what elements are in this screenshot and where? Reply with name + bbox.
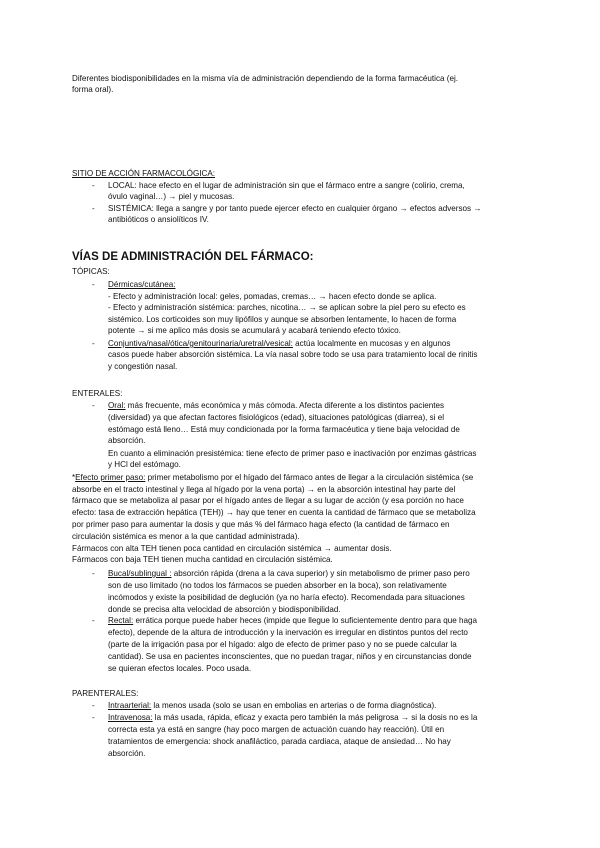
sitio-sistemica-line-2: antibióticos o ansiolíticos IV. — [108, 215, 209, 224]
rectal-label: Rectal: — [108, 616, 134, 625]
sitio-heading: SITIO DE ACCIÓN FARMACOLÓGICA: — [72, 169, 216, 178]
bullet-dash: - — [92, 701, 95, 710]
dermicas-label: Dérmicas/cutánea: — [108, 280, 176, 289]
bucal-line-0 — [108, 569, 470, 580]
bullet-dash: - — [92, 204, 95, 213]
parenterales-label: PARENTERALES: — [72, 689, 139, 698]
efecto-line-2: fármaco que se metaboliza al pasar por el hígado antes de llegar a su lugar de acción (y esa porción no hace — [72, 496, 464, 505]
vias-heading: VÍAS DE ADMINISTRACIÓN DEL FÁRMACO: — [72, 251, 314, 263]
efecto-label: Efecto primer paso: — [75, 473, 146, 482]
bullet-dash: - — [92, 713, 95, 722]
dermicas-line-1: - Efecto y administración local: geles, pomadas, cremas… → hacen efecto donde se aplica. — [108, 292, 437, 301]
intraarterial-label: Intraarterial: — [108, 701, 152, 710]
rectal-line-4: se quieran efectos locales. Poco usada. — [108, 664, 252, 673]
sitio-local-line-2: óvulo vaginal…) → piel y mucosas. — [108, 192, 235, 201]
efecto-line-1: absorbe en el tracto intestinal y llega al hígado por la vena porta) → en la absorción intestinal hay parte del — [72, 485, 456, 494]
intravenosa-line-1: correcta esta ya está en sangre (hay poco margen de actuación cuando hay reacción). Útil en — [108, 725, 445, 734]
oral-line-3: absorción. — [108, 436, 146, 445]
rectal-first: errática porque puede haber heces (impide que llegue lo suficientemente dentro para que haga — [133, 616, 477, 625]
efecto-line-0 — [72, 473, 473, 484]
dermicas-line-3: sistémico. Los corticoides son muy lipófilos y aunque se absorben lentamente, lo hacen de forma — [108, 315, 457, 324]
bucal-line-1: son de uso limitado (no todos los fármacos se pueden absorber en la boca), son relativamente — [108, 581, 447, 590]
bucal-first: absorción rápida (drena a la cava superior) y sin metabolismo de primer paso pero — [171, 569, 470, 578]
intravenosa-line-2: tratamientos de emergencia: shock anafiláctico, parada cardiaca, ataque de ansiedad… No hay — [108, 737, 451, 746]
rectal-line-3: cantidad). Se usa en pacientes inconscientes, que no puedan tragar, niños y en circunstancias donde — [108, 652, 472, 661]
bullet-dash: - — [92, 181, 95, 190]
oral-line-1: (diversidad) ya que afectan factores fisiológicos (edad), situaciones patológicas (diarrea), si el — [108, 413, 445, 422]
rectal-line-1: efecto), depende de la altura de introducción y la inervación es irregular en distintos puntos del recto — [108, 628, 468, 637]
intraarterial-first: la menos usada (solo se usan en embolias en arterias o de forma diagnóstica). — [151, 701, 437, 710]
bullet-dash: - — [92, 280, 95, 289]
bucal-line-3: donde se precisa alta velocidad de absorción y biodisponibilidad. — [108, 605, 341, 614]
conjuntiva-line-2: y congestión nasal. — [108, 362, 178, 371]
oral-line-2: estómago está lleno… Está muy condicionada por la forma farmacéutica y tiene baja velocidad de — [108, 425, 460, 434]
dermicas-line-2: - Efecto y administración sistémica: parches, nicotina… → se aplican sobre la piel pero su efecto es — [108, 303, 466, 312]
topicas-label: TÓPICAS: — [72, 267, 110, 276]
intro-line-1: Diferentes biodisponibilidades en la misma vía de administración dependiendo de la forma farmacéutica (ej. — [72, 74, 459, 83]
bucal-label: Bucal/sublingual : — [108, 569, 172, 578]
bullet-dash: - — [92, 569, 95, 578]
rectal-line-2: (parte de la irrigación pasa por el hígado: algo de efecto de primer paso y no se puede calcular la — [108, 640, 457, 649]
intraarterial-line-0 — [108, 701, 436, 712]
sitio-sistemica-line-1: SISTÉMICA: llega a sangre y por tanto puede ejercer efecto en cualquier órgano → efectos adversos → — [108, 204, 482, 213]
oral-extra-2: y HCl del estómago. — [108, 460, 181, 469]
oral-extra-1: En cuanto a eliminación presistémica: tiene efecto de primer paso e inactivación por enzimas gástricas — [108, 449, 477, 458]
conjuntiva-line-0 — [108, 339, 450, 350]
efecto-line-7: Fármacos con baja TEH tienen mucha cantidad en circulación sistémica. — [72, 555, 333, 564]
efecto-first: primer metabolismo por el hígado del fármaco antes de llegar a la circulación sistémica (se — [145, 473, 474, 482]
efecto-prefix: * — [72, 473, 76, 482]
bullet-dash: - — [92, 616, 95, 625]
enterales-label: ENTERALES: — [72, 389, 123, 398]
conjuntiva-label: Conjuntiva/nasal/ótica/genitourinaria/uretral/vesical: — [108, 339, 293, 348]
efecto-line-6: Fármacos con alta TEH tienen poca cantidad en circulación sistémica → aumentar dosis. — [72, 544, 392, 553]
efecto-line-4: por primer paso para aumentar la dosis y que más % del fármaco haga efecto (la cantidad de fármaco en — [72, 520, 450, 529]
conjuntiva-first: actúa localmente en mucosas y en algunos — [292, 339, 451, 348]
rectal-line-0 — [108, 616, 477, 627]
efecto-line-3: efecto: tasa de extracción hepática (TEH)) → hay que tener en cuenta la cantidad de fármaco que se metaboliza — [72, 508, 476, 517]
intravenosa-first: la más usada, rápida, eficaz y exacta pero también la más peligrosa → si la dosis no es la — [152, 713, 478, 722]
sitio-local-line-1: LOCAL: hace efecto en el lugar de administración sin que el fármaco entre a sangre (colirio, crema, — [108, 181, 465, 190]
intravenosa-label: Intravenosa: — [108, 713, 153, 722]
bullet-dash: - — [92, 339, 95, 348]
intravenosa-line-3: absorción. — [108, 749, 146, 758]
efecto-line-5: circulación sistémica es menor a la que cantidad administrada). — [72, 532, 300, 541]
oral-label: Oral: — [108, 401, 126, 410]
bucal-line-2: incómodos y existe la posibilidad de deglución (ya no haría efecto). Recomendada para situaciones — [108, 593, 465, 602]
conjuntiva-line-1: casos puede haber absorción sistémica. La vía nasal sobre todo se usa para tratamiento local de rinitis — [108, 350, 478, 359]
oral-line-0 — [108, 401, 444, 412]
bullet-dash: - — [92, 401, 95, 410]
dermicas-line-4: potente → si me aplico más dosis se acumulará y acabará teniendo efecto tóxico. — [108, 326, 401, 335]
intro-line-2: forma oral). — [72, 85, 114, 94]
intravenosa-line-0 — [108, 713, 477, 724]
oral-first: más frecuente, más económica y más cómoda. Afecta diferente a los distintos pacientes — [125, 401, 445, 410]
